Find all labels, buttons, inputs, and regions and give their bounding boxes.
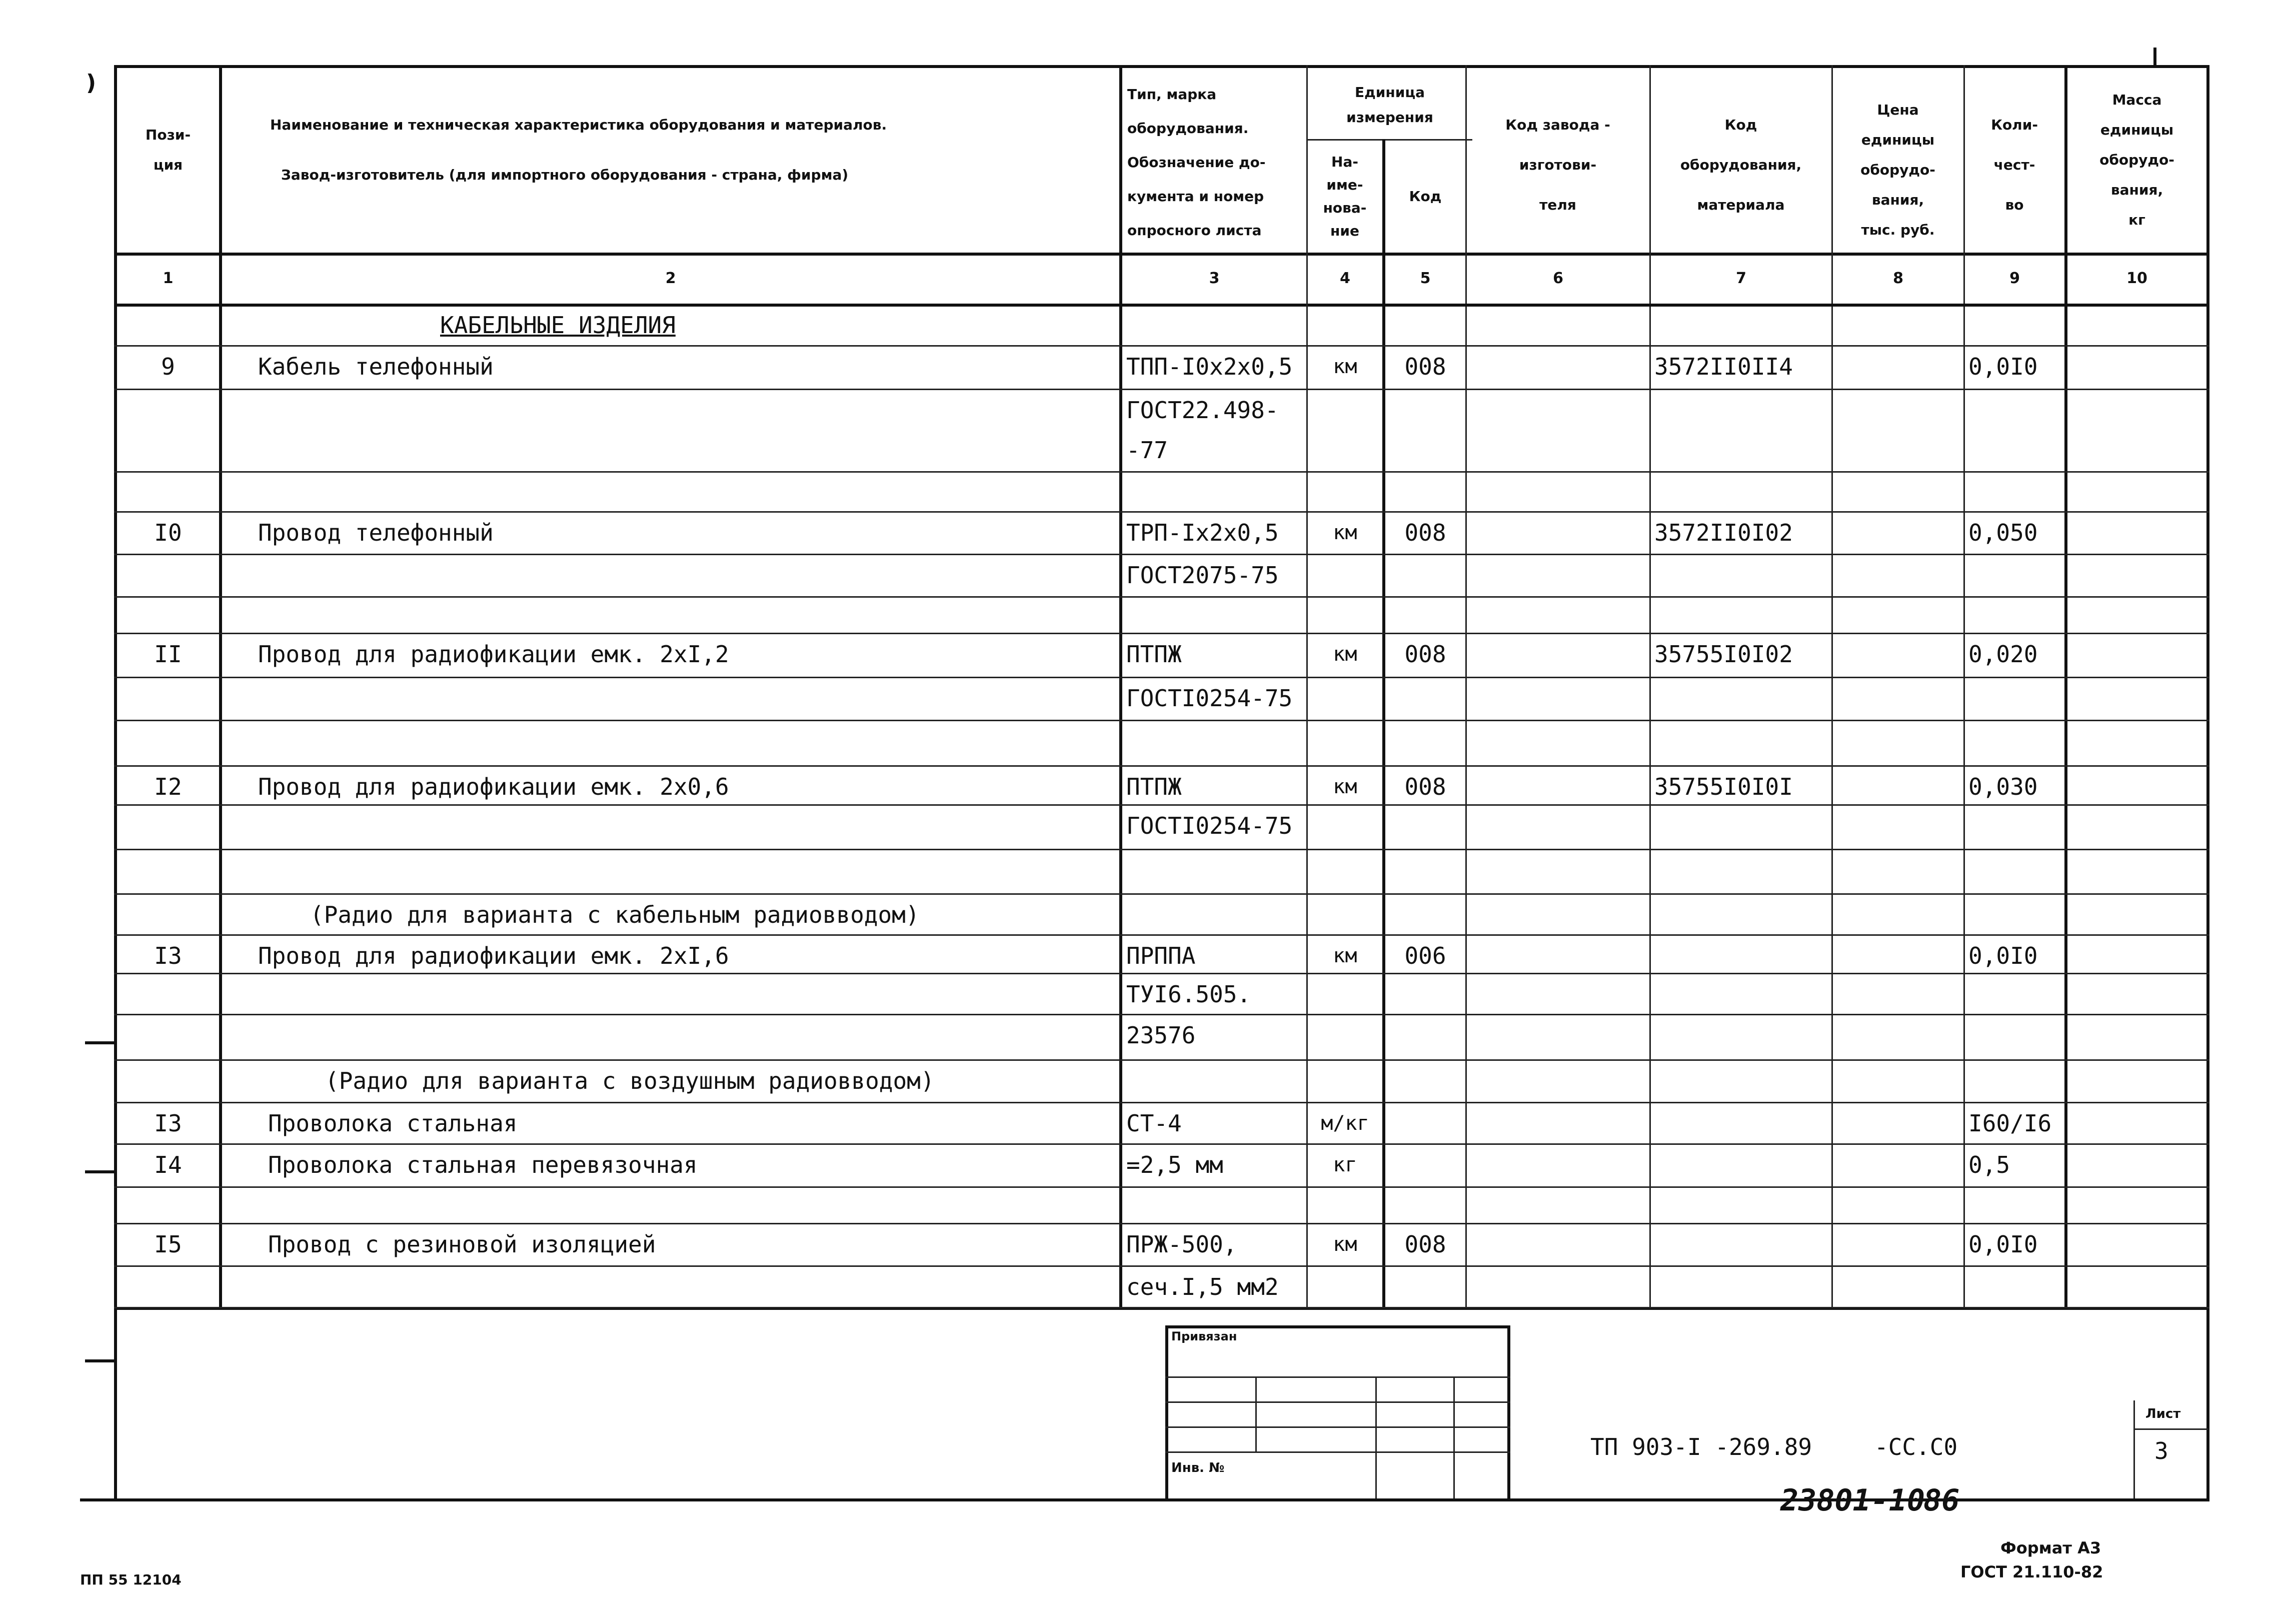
row-0-name: КАБЕЛЬНЫЕ ИЗДЕЛИЯ bbox=[440, 312, 676, 339]
header-price: Цена единицы оборудо- вания, тыс. руб. bbox=[1860, 102, 1935, 238]
row-15-pos: I3 bbox=[154, 1110, 182, 1137]
row-4-pos: I0 bbox=[154, 519, 182, 546]
row-17-name: Провод с резиновой изоляцией bbox=[268, 1231, 656, 1258]
row-11-pos: I3 bbox=[154, 942, 182, 969]
row-1-name: Кабель телефонный bbox=[258, 353, 494, 380]
row-11-qty: 0,0I0 bbox=[1968, 942, 2038, 969]
header-name-line2: Завод-изготовитель (для импортного оборудования - страна, фирма) bbox=[281, 167, 849, 183]
row-17-unit: км bbox=[1333, 1233, 1357, 1256]
row-8-name: Провод для радиофикации емк. 2х0,6 bbox=[258, 773, 729, 800]
header-unit-group: Единица измерения bbox=[1346, 84, 1433, 126]
col-num-5: 5 bbox=[1420, 270, 1431, 287]
row-8-code: 008 bbox=[1404, 773, 1446, 800]
archive-number: 23801-10 bbox=[1780, 1483, 1925, 1518]
row-14-name: (Радио для варианта с воздушным радиовводом) bbox=[325, 1067, 935, 1094]
header-type: Тип, марка оборудования. Обозначение до- кумента и номер опросного листа bbox=[1127, 86, 1266, 239]
row-17-code: 008 bbox=[1404, 1231, 1446, 1258]
header-equipment-code: Код оборудования, материала bbox=[1680, 117, 1802, 213]
col-num-3: 3 bbox=[1209, 270, 1220, 287]
row-4-code: 008 bbox=[1404, 519, 1446, 546]
document-code: ТП 903-I -269.89 bbox=[1590, 1433, 1812, 1460]
header-quantity: Коли- чест- во bbox=[1991, 117, 2038, 213]
row-8-qty: 0,030 bbox=[1968, 773, 2038, 800]
sheet-number: 3 bbox=[2154, 1437, 2168, 1464]
row-18-type: сеч.I,5 мм2 bbox=[1126, 1273, 1279, 1300]
col-num-4: 4 bbox=[1340, 270, 1350, 287]
col-num-7: 7 bbox=[1736, 270, 1746, 287]
row-9-type: ГОСТI0254-75 bbox=[1126, 812, 1293, 839]
row-11-name: Провод для радиофикации емк. 2хI,6 bbox=[258, 942, 729, 969]
stamp-privyazan: Привязан bbox=[1171, 1329, 1237, 1343]
row-4-name: Провод телефонный bbox=[258, 519, 494, 546]
sheet-label: Лист bbox=[2145, 1406, 2181, 1421]
row-divider bbox=[114, 849, 2209, 850]
row-1-pos: 9 bbox=[161, 353, 175, 380]
row-15-qty: I60/I6 bbox=[1968, 1110, 2052, 1137]
row-6-code: 008 bbox=[1404, 641, 1446, 668]
row-15-unit: м/кг bbox=[1321, 1112, 1369, 1135]
document-suffix: -СС.С0 bbox=[1874, 1433, 1958, 1460]
row-8-mcode: 35755I0I0I bbox=[1654, 773, 1793, 800]
row-8-pos: I2 bbox=[154, 773, 182, 800]
header-position: Пози- ция bbox=[145, 127, 191, 173]
row-16-type: =2,5 мм bbox=[1126, 1151, 1223, 1178]
print-code: ПП 55 12104 bbox=[80, 1571, 182, 1588]
row-divider bbox=[114, 720, 2209, 721]
row-1-type: ТПП-I0х2х0,5 bbox=[1126, 353, 1293, 380]
row-6-qty: 0,020 bbox=[1968, 641, 2038, 668]
header-plant-code: Код завода - изготови- теля bbox=[1505, 117, 1610, 213]
stamp-inv: Инв. № bbox=[1171, 1460, 1225, 1475]
row-1-qty: 0,0I0 bbox=[1968, 353, 2038, 380]
page-mark: ) bbox=[86, 70, 97, 96]
row-8-unit: км bbox=[1333, 775, 1357, 798]
header-unit-name: На- име- нова- ние bbox=[1323, 153, 1367, 239]
row-4-mcode: 3572II0I02 bbox=[1654, 519, 1793, 546]
row-13-type: 23576 bbox=[1126, 1022, 1196, 1049]
row-4-qty: 0,050 bbox=[1968, 519, 2038, 546]
row-11-type: ПРППА bbox=[1126, 942, 1196, 969]
col-num-1: 1 bbox=[163, 270, 174, 287]
row-6-mcode: 35755I0I02 bbox=[1654, 641, 1793, 668]
row-16-unit: кг bbox=[1333, 1153, 1357, 1176]
row-15-type: СТ-4 bbox=[1126, 1110, 1182, 1137]
col-num-8: 8 bbox=[1893, 270, 1903, 287]
row-17-qty: 0,0I0 bbox=[1968, 1231, 2038, 1258]
row-17-pos: I5 bbox=[154, 1231, 182, 1258]
row-1-mcode: 3572II0II4 bbox=[1654, 353, 1793, 380]
header-mass: Масса единицы оборудо- вания, кг bbox=[2099, 92, 2174, 228]
col-num-6: 6 bbox=[1553, 270, 1563, 287]
row-1-code: 008 bbox=[1404, 353, 1446, 380]
row-16-qty: 0,5 bbox=[1968, 1151, 2010, 1178]
row-12-type: ТУI6.505. bbox=[1126, 981, 1251, 1008]
archive-number-2: 86 bbox=[1923, 1483, 1960, 1518]
row-11-unit: км bbox=[1333, 944, 1357, 967]
col-num-10: 10 bbox=[2126, 270, 2147, 287]
header-name-line1: Наименование и техническая характеристика оборудования и материалов. bbox=[270, 117, 887, 133]
row-6-pos: II bbox=[154, 641, 182, 668]
row-17-type: ПРЖ-500, bbox=[1126, 1231, 1237, 1258]
row-15-name: Проволока стальная bbox=[268, 1110, 518, 1137]
row-1-unit: км bbox=[1333, 355, 1357, 378]
row-11-code: 006 bbox=[1404, 942, 1446, 969]
row-7-type: ГОСТI0254-75 bbox=[1126, 685, 1293, 712]
col-num-2: 2 bbox=[665, 270, 676, 287]
row-8-type: ПТПЖ bbox=[1126, 773, 1182, 800]
row-2-type: ГОСТ22.498- bbox=[1126, 397, 1279, 424]
row-6-unit: км bbox=[1333, 643, 1357, 666]
row-6-type: ПТПЖ bbox=[1126, 641, 1182, 668]
gost-label: ГОСТ 21.110-82 bbox=[1960, 1562, 2103, 1581]
row-5-type: ГОСТ2075-75 bbox=[1126, 562, 1279, 589]
col-num-9: 9 bbox=[2009, 270, 2020, 287]
row-4-type: ТРП-Iх2х0,5 bbox=[1126, 519, 1279, 546]
row-16-pos: I4 bbox=[154, 1151, 182, 1178]
row-3-type: -77 bbox=[1126, 437, 1168, 464]
row-4-unit: км bbox=[1333, 521, 1357, 544]
row-6-name: Провод для радиофикации емк. 2хI,2 bbox=[258, 641, 729, 668]
row-divider bbox=[114, 1186, 2209, 1188]
row-10-name: (Радио для варианта с кабельным радиовводом) bbox=[310, 901, 920, 928]
format-label: Формат А3 bbox=[2000, 1538, 2101, 1557]
header-unit-code: Код bbox=[1409, 188, 1442, 205]
row-16-name: Проволока стальная перевязочная bbox=[268, 1151, 698, 1178]
